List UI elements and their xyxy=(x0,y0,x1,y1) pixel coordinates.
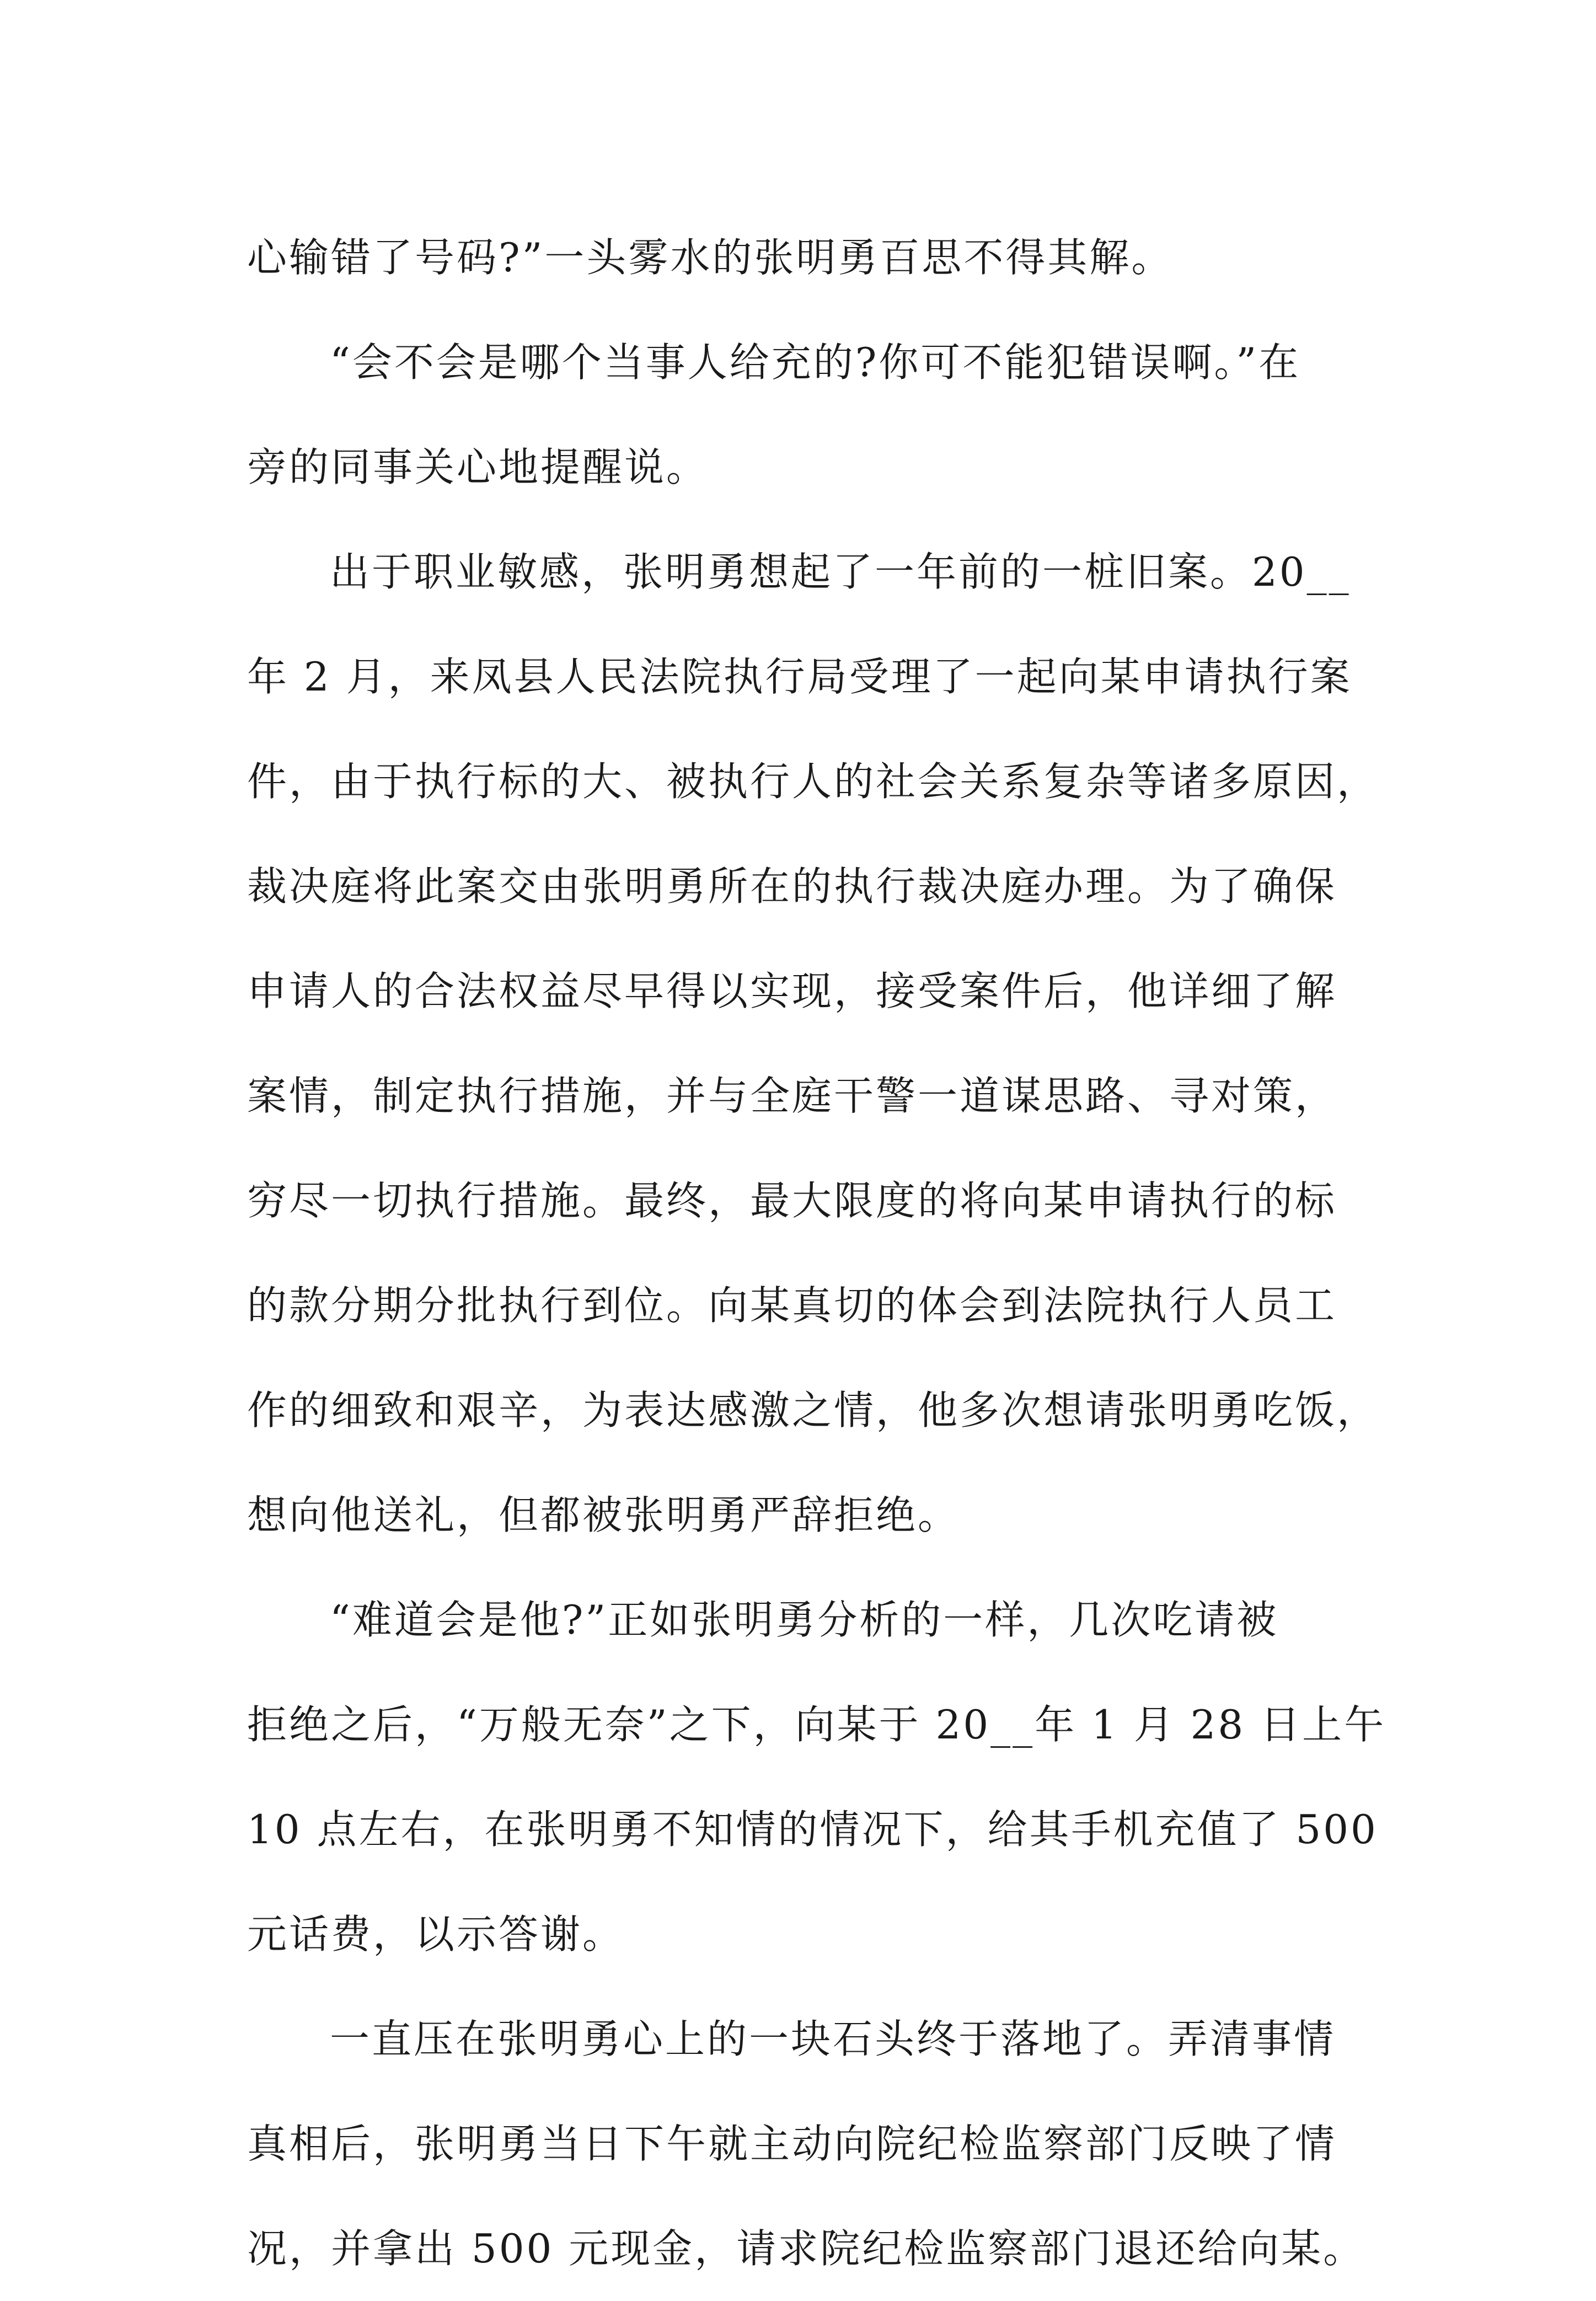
text-line: 心输错了号码?”一头雾水的张明勇百思不得其解。 xyxy=(247,234,1174,281)
text-line: 件，由于执行标的大、被执行人的社会关系复杂等诸多原因， xyxy=(247,758,1379,805)
text-line: 申请人的合法权益尽早得以实现，接受案件后，他详细了解 xyxy=(247,968,1337,1014)
text-line: 真相后，张明勇当日下午就主动向院纪检监察部门反映了情 xyxy=(247,2121,1337,2167)
text-line: 旁的同事关心地提醒说。 xyxy=(247,444,709,490)
text-line: 穷尽一切执行措施。最终，最大限度的将向某申请执行的标 xyxy=(247,1178,1337,1224)
text-line: “会不会是哪个当事人给充的?你可不能犯错误啊。”在 xyxy=(330,339,1301,386)
text-line: 想向他送礼，但都被张明勇严辞拒绝。 xyxy=(247,1492,960,1538)
text-line: “难道会是他?”正如张明勇分析的一样，几次吃请被 xyxy=(330,1597,1279,1643)
text-line: 出于职业敏感，张明勇想起了一年前的一桩旧案。20__ xyxy=(330,549,1351,595)
text-line: 况，并拿出 500 元现金，请求院纪检监察部门退还给向某。 xyxy=(247,2225,1365,2272)
text-line: 年 2 月，来凤县人民法院执行局受理了一起向某申请执行案 xyxy=(247,654,1352,700)
body-text xyxy=(247,205,1386,2301)
text-line: 案情，制定执行措施，并与全庭干警一道谋思路、寻对策， xyxy=(247,1073,1337,1119)
text-line: 拒绝之后，“万般无奈”之下，向某于 20__年 1 月 28 日上午 xyxy=(247,1701,1386,1748)
text-line: 裁决庭将此案交由张明勇所在的执行裁决庭办理。为了确保 xyxy=(247,863,1337,909)
text-line: 作的细致和艰辛，为表达感激之情，他多次想请张明勇吃饭， xyxy=(247,1387,1379,1433)
text-line: 的款分期分批执行到位。向某真切的体会到法院执行人员工 xyxy=(247,1282,1337,1329)
text-line: 10 点左右，在张明勇不知情的情况下，给其手机充值了 500 xyxy=(247,1806,1378,1853)
text-line: 元话费，以示答谢。 xyxy=(247,1911,625,1957)
text-line: 一直压在张明勇心上的一块石头终于落地了。弄清事情 xyxy=(330,2016,1336,2062)
